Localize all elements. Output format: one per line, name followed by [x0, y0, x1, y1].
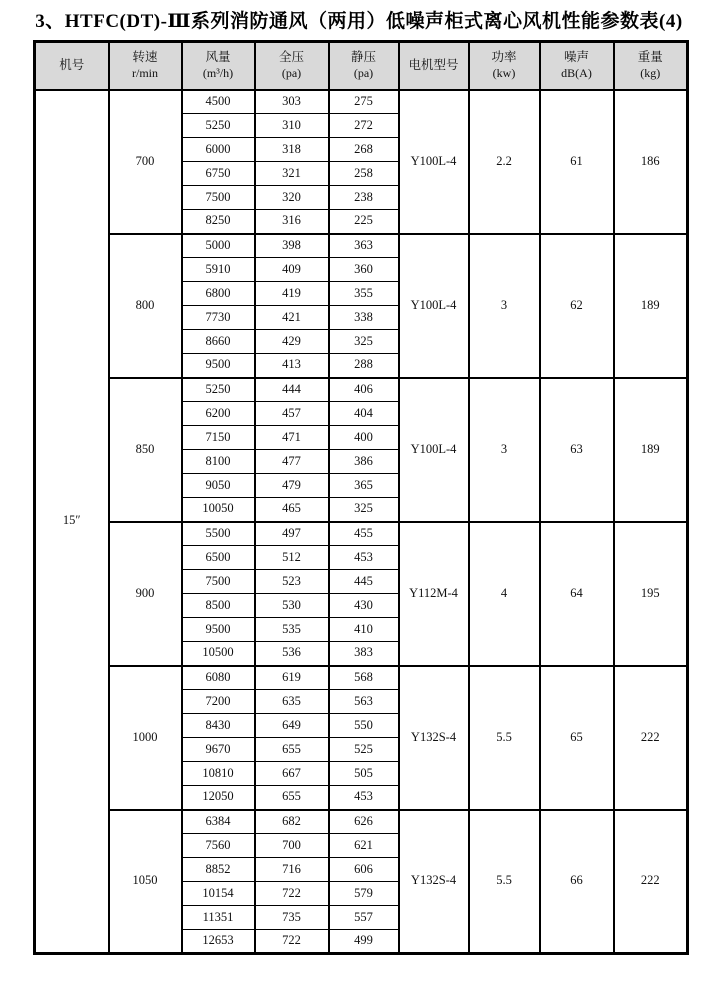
column-header-label: 功率 [491, 50, 517, 65]
total-pressure-cell: 318 [255, 138, 329, 162]
static-pressure-cell: 225 [329, 210, 399, 234]
column-header-unit: (kg) [640, 66, 661, 81]
noise-cell: 65 [540, 666, 614, 810]
flow-cell: 8852 [182, 858, 255, 882]
column-header-unit: (pa) [281, 66, 302, 81]
table-row [35, 378, 688, 402]
static-pressure-cell: 525 [329, 738, 399, 762]
flow-cell: 6384 [182, 810, 255, 834]
static-pressure-cell: 404 [329, 402, 399, 426]
page-title: 3、HTFC(DT)-Ⅲ系列消防通风（两用）低噪声柜式离心风机性能参数表(4) [35, 11, 683, 32]
total-pressure-cell: 419 [255, 282, 329, 306]
flow-cell: 5250 [182, 114, 255, 138]
flow-cell: 8100 [182, 450, 255, 474]
total-pressure-cell: 429 [255, 330, 329, 354]
motor-model-cell: Y100L-4 [399, 378, 469, 522]
static-pressure-cell: 621 [329, 834, 399, 858]
total-pressure-cell: 530 [255, 594, 329, 618]
static-pressure-cell: 579 [329, 882, 399, 906]
weight-cell: 189 [614, 378, 688, 522]
weight-cell: 222 [614, 810, 688, 954]
table-row [35, 90, 688, 114]
static-pressure-cell: 568 [329, 666, 399, 690]
total-pressure-cell: 722 [255, 882, 329, 906]
flow-cell: 9500 [182, 354, 255, 378]
total-pressure-cell: 479 [255, 474, 329, 498]
column-header-3 [255, 42, 329, 90]
static-pressure-cell: 268 [329, 138, 399, 162]
column-header-0 [35, 42, 109, 90]
column-header-5 [399, 42, 469, 90]
total-pressure-cell: 310 [255, 114, 329, 138]
static-pressure-cell: 400 [329, 426, 399, 450]
flow-cell: 8500 [182, 594, 255, 618]
column-header-label: 静压 [350, 50, 376, 65]
weight-cell: 195 [614, 522, 688, 666]
flow-cell: 12050 [182, 786, 255, 810]
static-pressure-cell: 550 [329, 714, 399, 738]
table-header [35, 42, 688, 90]
motor-model-cell: Y132S-4 [399, 810, 469, 954]
column-header-unit: r/min [132, 66, 158, 81]
table-row [35, 234, 688, 258]
flow-cell: 6000 [182, 138, 255, 162]
table-row [35, 666, 688, 690]
total-pressure-cell: 477 [255, 450, 329, 474]
static-pressure-cell: 406 [329, 378, 399, 402]
fan-performance-table [33, 40, 689, 955]
flow-cell: 5500 [182, 522, 255, 546]
power-cell: 5.5 [469, 666, 540, 810]
weight-cell: 189 [614, 234, 688, 378]
power-cell: 5.5 [469, 810, 540, 954]
flow-cell: 10154 [182, 882, 255, 906]
noise-cell: 61 [540, 90, 614, 234]
column-header-1 [109, 42, 182, 90]
total-pressure-cell: 398 [255, 234, 329, 258]
static-pressure-cell: 272 [329, 114, 399, 138]
noise-cell: 64 [540, 522, 614, 666]
column-header-unit: (m³/h) [202, 66, 234, 81]
flow-cell: 6800 [182, 282, 255, 306]
total-pressure-cell: 444 [255, 378, 329, 402]
flow-cell: 6200 [182, 402, 255, 426]
flow-cell: 7560 [182, 834, 255, 858]
static-pressure-cell: 445 [329, 570, 399, 594]
weight-cell: 222 [614, 666, 688, 810]
flow-cell: 7500 [182, 186, 255, 210]
static-pressure-cell: 275 [329, 90, 399, 114]
speed-cell: 1050 [109, 810, 182, 954]
flow-cell: 9670 [182, 738, 255, 762]
header-row [35, 42, 688, 90]
flow-cell: 12653 [182, 930, 255, 954]
total-pressure-cell: 619 [255, 666, 329, 690]
total-pressure-cell: 465 [255, 498, 329, 522]
column-header-label: 全压 [278, 50, 304, 65]
motor-model-cell: Y132S-4 [399, 666, 469, 810]
flow-cell: 10810 [182, 762, 255, 786]
total-pressure-cell: 716 [255, 858, 329, 882]
total-pressure-cell: 321 [255, 162, 329, 186]
total-pressure-cell: 735 [255, 906, 329, 930]
total-pressure-cell: 457 [255, 402, 329, 426]
flow-cell: 7730 [182, 306, 255, 330]
table-body [35, 90, 688, 954]
flow-cell: 5250 [182, 378, 255, 402]
column-header-unit: dB(A) [561, 66, 592, 81]
column-header-label: 电机型号 [408, 57, 459, 72]
flow-cell: 10500 [182, 642, 255, 666]
total-pressure-cell: 649 [255, 714, 329, 738]
power-cell: 3 [469, 378, 540, 522]
speed-cell: 850 [109, 378, 182, 522]
flow-cell: 5910 [182, 258, 255, 282]
static-pressure-cell: 557 [329, 906, 399, 930]
power-cell: 3 [469, 234, 540, 378]
total-pressure-cell: 409 [255, 258, 329, 282]
static-pressure-cell: 363 [329, 234, 399, 258]
total-pressure-cell: 421 [255, 306, 329, 330]
static-pressure-cell: 430 [329, 594, 399, 618]
static-pressure-cell: 499 [329, 930, 399, 954]
static-pressure-cell: 505 [329, 762, 399, 786]
motor-model-cell: Y100L-4 [399, 90, 469, 234]
column-header-7 [540, 42, 614, 90]
flow-cell: 7500 [182, 570, 255, 594]
flow-cell: 5000 [182, 234, 255, 258]
column-header-8 [614, 42, 688, 90]
machine-number-cell: 15″ [35, 90, 109, 954]
static-pressure-cell: 410 [329, 618, 399, 642]
static-pressure-cell: 386 [329, 450, 399, 474]
column-header-label: 噪声 [563, 50, 589, 65]
static-pressure-cell: 365 [329, 474, 399, 498]
noise-cell: 62 [540, 234, 614, 378]
power-cell: 4 [469, 522, 540, 666]
column-header-unit: (pa) [353, 66, 374, 81]
motor-model-cell: Y100L-4 [399, 234, 469, 378]
total-pressure-cell: 413 [255, 354, 329, 378]
flow-cell: 4500 [182, 90, 255, 114]
weight-cell: 186 [614, 90, 688, 234]
static-pressure-cell: 360 [329, 258, 399, 282]
total-pressure-cell: 320 [255, 186, 329, 210]
flow-cell: 6750 [182, 162, 255, 186]
column-header-6 [469, 42, 540, 90]
total-pressure-cell: 700 [255, 834, 329, 858]
table-row [35, 810, 688, 834]
flow-cell: 10050 [182, 498, 255, 522]
static-pressure-cell: 455 [329, 522, 399, 546]
column-header-4 [329, 42, 399, 90]
total-pressure-cell: 512 [255, 546, 329, 570]
flow-cell: 7200 [182, 690, 255, 714]
motor-model-cell: Y112M-4 [399, 522, 469, 666]
column-header-label: 转速 [132, 50, 158, 65]
static-pressure-cell: 238 [329, 186, 399, 210]
flow-cell: 6500 [182, 546, 255, 570]
column-header-label: 重量 [637, 50, 663, 65]
static-pressure-cell: 606 [329, 858, 399, 882]
total-pressure-cell: 667 [255, 762, 329, 786]
total-pressure-cell: 523 [255, 570, 329, 594]
total-pressure-cell: 497 [255, 522, 329, 546]
speed-cell: 1000 [109, 666, 182, 810]
flow-cell: 11351 [182, 906, 255, 930]
noise-cell: 66 [540, 810, 614, 954]
column-header-unit: (kw) [492, 66, 516, 81]
total-pressure-cell: 536 [255, 642, 329, 666]
static-pressure-cell: 453 [329, 786, 399, 810]
speed-cell: 800 [109, 234, 182, 378]
total-pressure-cell: 303 [255, 90, 329, 114]
static-pressure-cell: 563 [329, 690, 399, 714]
speed-cell: 700 [109, 90, 182, 234]
flow-cell: 8660 [182, 330, 255, 354]
static-pressure-cell: 383 [329, 642, 399, 666]
total-pressure-cell: 655 [255, 786, 329, 810]
static-pressure-cell: 325 [329, 498, 399, 522]
static-pressure-cell: 355 [329, 282, 399, 306]
total-pressure-cell: 682 [255, 810, 329, 834]
static-pressure-cell: 626 [329, 810, 399, 834]
column-header-2 [182, 42, 255, 90]
flow-cell: 6080 [182, 666, 255, 690]
total-pressure-cell: 635 [255, 690, 329, 714]
flow-cell: 8430 [182, 714, 255, 738]
table-row [35, 522, 688, 546]
noise-cell: 63 [540, 378, 614, 522]
static-pressure-cell: 325 [329, 330, 399, 354]
flow-cell: 9050 [182, 474, 255, 498]
column-header-label: 机号 [59, 57, 85, 72]
column-header-label: 风量 [205, 50, 231, 65]
flow-cell: 8250 [182, 210, 255, 234]
flow-cell: 7150 [182, 426, 255, 450]
total-pressure-cell: 722 [255, 930, 329, 954]
total-pressure-cell: 471 [255, 426, 329, 450]
flow-cell: 9500 [182, 618, 255, 642]
static-pressure-cell: 453 [329, 546, 399, 570]
static-pressure-cell: 258 [329, 162, 399, 186]
static-pressure-cell: 288 [329, 354, 399, 378]
total-pressure-cell: 535 [255, 618, 329, 642]
total-pressure-cell: 316 [255, 210, 329, 234]
static-pressure-cell: 338 [329, 306, 399, 330]
total-pressure-cell: 655 [255, 738, 329, 762]
power-cell: 2.2 [469, 90, 540, 234]
speed-cell: 900 [109, 522, 182, 666]
